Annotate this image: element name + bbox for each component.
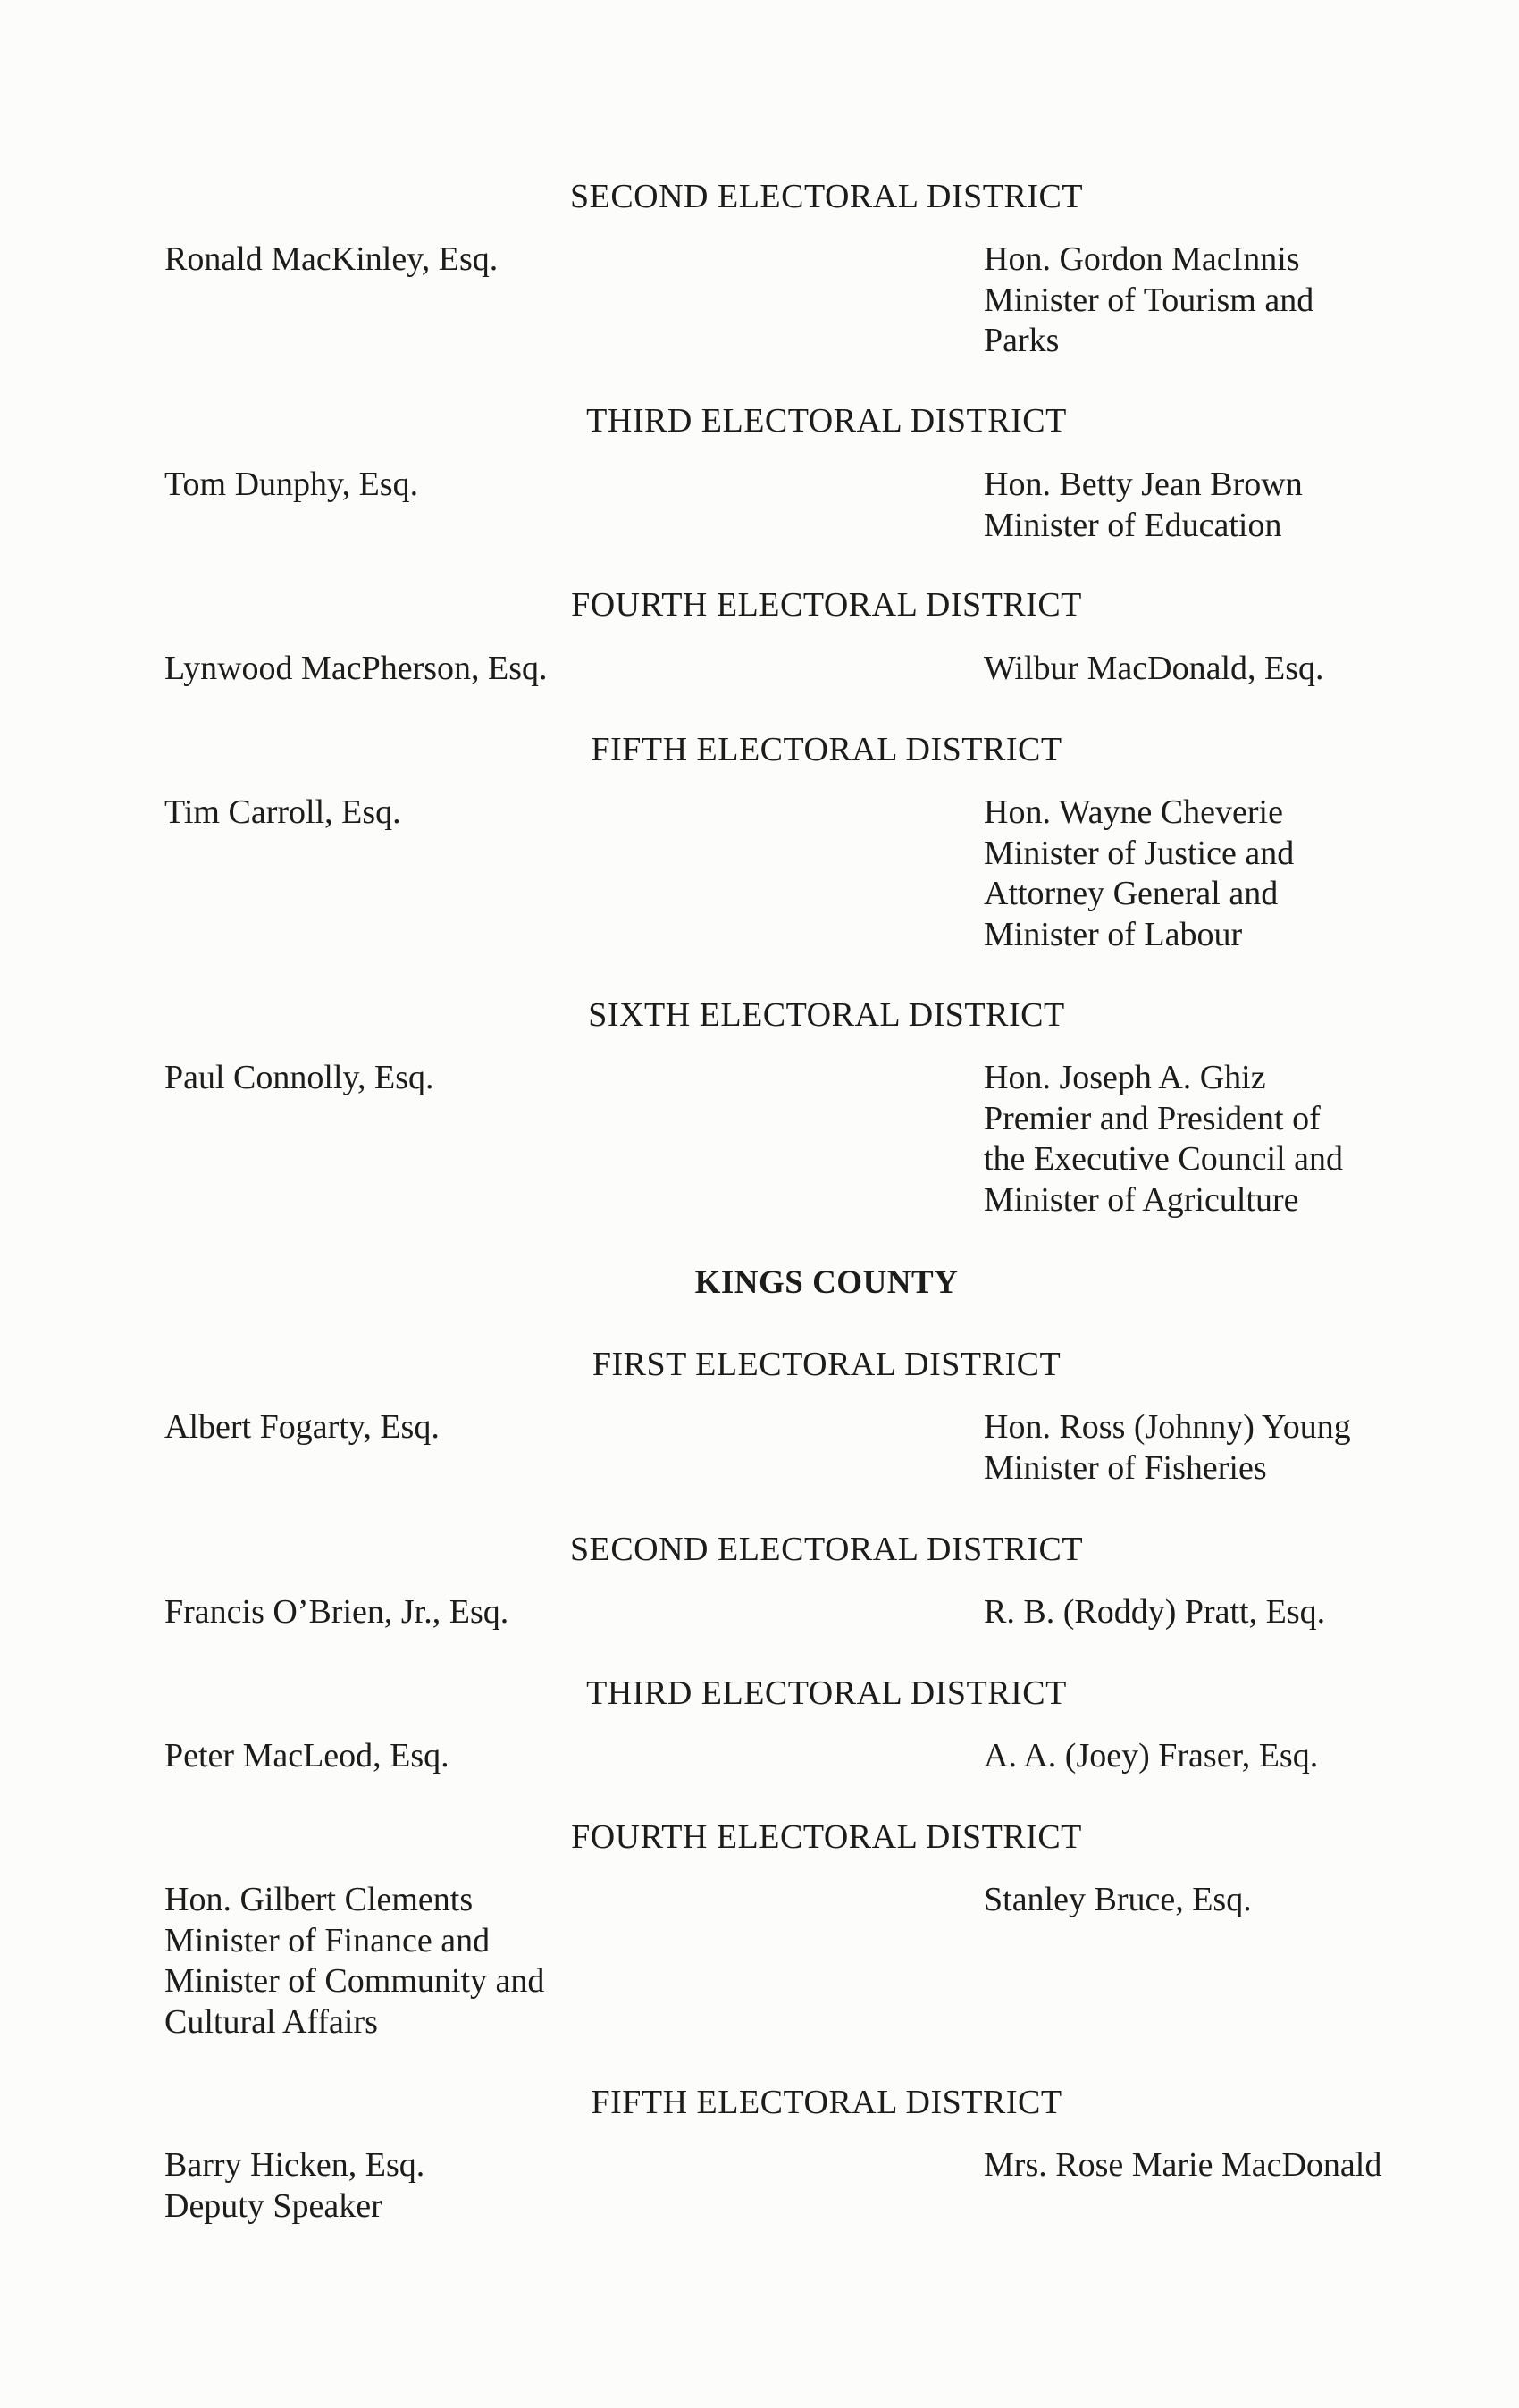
member-line: Hon. Joseph A. Ghiz bbox=[984, 1059, 1266, 1096]
right-member bbox=[984, 1880, 1252, 1921]
member-line: Barry Hicken, Esq. bbox=[164, 2146, 425, 2184]
district-heading: FIRST ELECTORAL DISTRICT bbox=[592, 1346, 1062, 1383]
member-line: Hon. Wayne Cheverie bbox=[984, 793, 1283, 831]
right-member bbox=[984, 465, 1303, 546]
right-member bbox=[984, 239, 1313, 362]
right-member bbox=[984, 1407, 1351, 1489]
district-heading: FOURTH ELECTORAL DISTRICT bbox=[571, 586, 1082, 624]
member-line: Minister of Finance and bbox=[164, 1921, 491, 1959]
right-member bbox=[984, 793, 1294, 955]
district-heading: THIRD ELECTORAL DISTRICT bbox=[586, 1674, 1067, 1712]
member-line: A. A. (Joey) Fraser, Esq. bbox=[984, 1737, 1319, 1775]
member-line: Tim Carroll, Esq. bbox=[164, 793, 401, 831]
member-line: Premier and President of bbox=[984, 1099, 1321, 1137]
member-line: Hon. Ross (Johnny) Young bbox=[984, 1408, 1351, 1446]
member-line: Minister of Justice and bbox=[984, 834, 1295, 872]
member-line: Attorney General and bbox=[984, 875, 1279, 912]
left-member bbox=[164, 239, 498, 281]
district-heading: SECOND ELECTORAL DISTRICT bbox=[569, 1531, 1084, 1568]
left-member bbox=[164, 465, 418, 506]
member-line: Mrs. Rose Marie MacDonald bbox=[984, 2146, 1382, 2184]
left-member bbox=[164, 1592, 508, 1633]
member-line: Paul Connolly, Esq. bbox=[164, 1059, 434, 1096]
right-member bbox=[984, 2145, 1381, 2186]
member-line: Minister of Fisheries bbox=[984, 1448, 1267, 1487]
district-heading: SECOND ELECTORAL DISTRICT bbox=[569, 178, 1084, 215]
member-line: Hon. Gordon MacInnis bbox=[984, 240, 1300, 278]
member-line: R. B. (Roddy) Pratt, Esq. bbox=[984, 1593, 1326, 1631]
district-heading: THIRD ELECTORAL DISTRICT bbox=[586, 402, 1067, 440]
county-heading: KINGS COUNTY bbox=[694, 1264, 959, 1301]
left-member bbox=[164, 649, 548, 690]
member-line: Minister of Labour bbox=[984, 915, 1243, 953]
member-line: Cultural Affairs bbox=[164, 2002, 378, 2041]
left-member bbox=[164, 1880, 544, 2043]
right-member bbox=[984, 649, 1324, 690]
district-heading: FIFTH ELECTORAL DISTRICT bbox=[591, 731, 1062, 768]
member-line: Stanley Bruce, Esq. bbox=[984, 1881, 1252, 1918]
member-line: Hon. Betty Jean Brown bbox=[984, 466, 1303, 503]
member-line: Tom Dunphy, Esq. bbox=[164, 466, 419, 503]
left-member bbox=[164, 1736, 449, 1777]
left-member bbox=[164, 1407, 440, 1448]
member-line: the Executive Council and bbox=[984, 1140, 1344, 1178]
district-heading: SIXTH ELECTORAL DISTRICT bbox=[588, 996, 1065, 1034]
district-heading: FOURTH ELECTORAL DISTRICT bbox=[571, 1818, 1082, 1856]
member-line: Albert Fogarty, Esq. bbox=[164, 1408, 440, 1446]
member-line: Peter MacLeod, Esq. bbox=[164, 1737, 449, 1775]
member-line: Parks bbox=[984, 322, 1060, 359]
left-member bbox=[164, 1058, 434, 1099]
member-line: Minister of Agriculture bbox=[984, 1180, 1299, 1219]
left-member bbox=[164, 793, 401, 834]
member-line: Lynwood MacPherson, Esq. bbox=[164, 650, 548, 687]
member-line: Francis O’Brien, Jr., Esq. bbox=[164, 1593, 509, 1631]
right-member bbox=[984, 1058, 1343, 1221]
member-line: Minister of Education bbox=[984, 506, 1282, 544]
left-member bbox=[164, 2145, 424, 2227]
member-line: Minister of Community and bbox=[164, 1962, 545, 2000]
right-member bbox=[984, 1592, 1325, 1633]
member-line: Wilbur MacDonald, Esq. bbox=[984, 650, 1324, 687]
district-heading: FIFTH ELECTORAL DISTRICT bbox=[591, 2084, 1062, 2121]
member-line: Hon. Gilbert Clements bbox=[164, 1881, 474, 1918]
right-member bbox=[984, 1736, 1318, 1777]
member-line: Deputy Speaker bbox=[164, 2186, 382, 2225]
member-line: Ronald MacKinley, Esq. bbox=[164, 240, 499, 278]
member-line: Minister of Tourism and bbox=[984, 281, 1314, 319]
